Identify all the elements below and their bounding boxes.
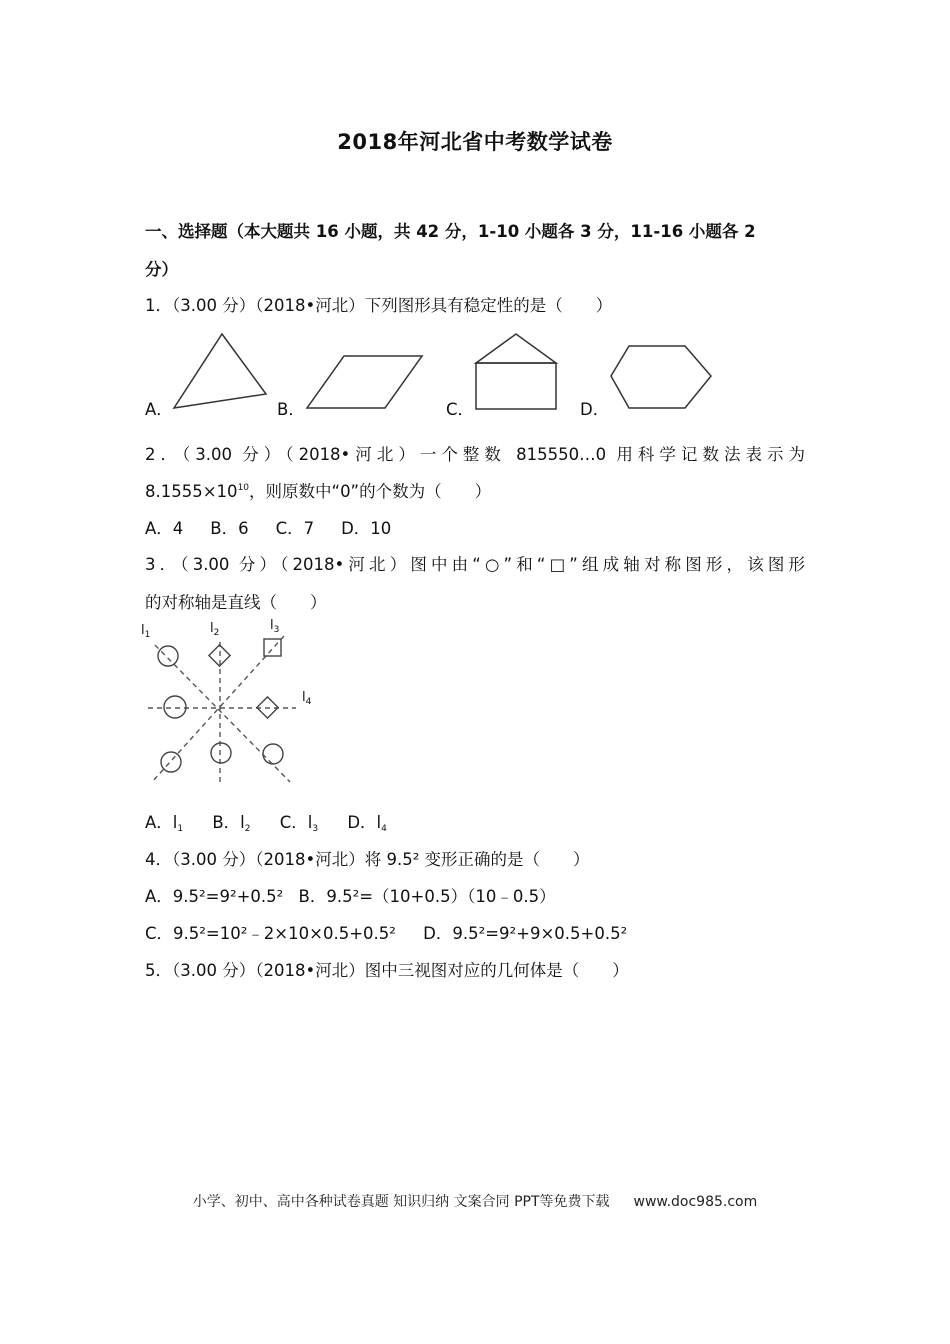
section-heading-line2: 分） [145,260,178,279]
q2-line2-base: 8.1555×10 [145,482,238,501]
q3-option-d: D．$l_4$ [347,813,387,834]
q2-options: A．4 B．6 C．7 D．10 [145,519,392,538]
q2-line2-exponent: 10 [237,483,250,493]
q4-option-b: B．9.5²=（10+0.5）（10﹣0.5） [298,887,556,906]
footer-promo-text: 小学、初中、高中各种试卷真题 知识归纳 文案合同 PPT等免费下载 [192,1194,610,1210]
q4-option-a: A．9.5²=9²+0.5² [145,887,284,906]
axis-l1-label: $l_1$ [141,623,151,640]
q3-line1: 3．（3.00 分）（2018•河北）图中由“○”和“□”组成轴对称图形，该图形 [145,555,805,574]
q1-option-a-label: A． [145,400,173,419]
q4-option-c: C．9.5²=10²﹣2×10×0.5+0.5² [145,924,396,943]
axis-l2-label: $l_2$ [210,621,220,638]
circle-mark [161,752,181,772]
q3-option-a: A．$l_1$ [145,813,184,834]
square-mark [264,639,281,656]
q1-option-c-label: C． [446,400,475,419]
footer-website-link[interactable]: www.doc985.com [633,1194,758,1210]
circle-mark [164,696,186,718]
q4-stem: 4．（3.00 分）（2018•河北）将 9.5² 变形正确的是（ ） [145,850,590,869]
q5-stem: 5．（3.00 分）（2018•河北）图中三视图对应的几何体是（ ） [145,961,629,980]
axis-l3-line [152,636,284,782]
q2-line1: 2．（3.00 分）（2018•河北）一个整数 815550…0 用科学记数法表示为 [145,445,805,464]
q1-stem: 1．（3.00 分）（2018•河北）下列图形具有稳定性的是（ ） [145,296,613,315]
circle-mark [211,743,231,763]
q3-options [145,809,387,833]
q4-options-row2 [145,920,627,944]
q3-line2: 的对称轴是直线（ ） [145,593,327,612]
axis-l1-line [155,645,290,782]
circle-mark [158,646,178,666]
q4-options-row1 [145,883,556,907]
axis-l4-label: $l_4$ [302,690,312,707]
page-footer [0,1191,950,1211]
q2-line2-rest: ，则原数中“0”的个数为（ ） [249,482,492,501]
page-title: 2018年河北省中考数学试卷 [337,130,613,154]
section-heading-line1: 一、选择题（本大题共 16 小题，共 42 分，1-10 小题各 3 分，11-16 小题各 2 [145,222,756,241]
q3-option-c: C．$l_3$ [279,813,319,834]
circle-mark [263,744,283,764]
axis-l3-label: $l_3$ [270,618,280,635]
q4-option-d: D．9.5²=9²+9×0.5+0.5² [423,924,628,943]
q3-option-b: B．$l_2$ [212,813,251,834]
q1-option-b-label: B． [277,400,305,419]
q1-option-d-label: D． [580,400,610,419]
